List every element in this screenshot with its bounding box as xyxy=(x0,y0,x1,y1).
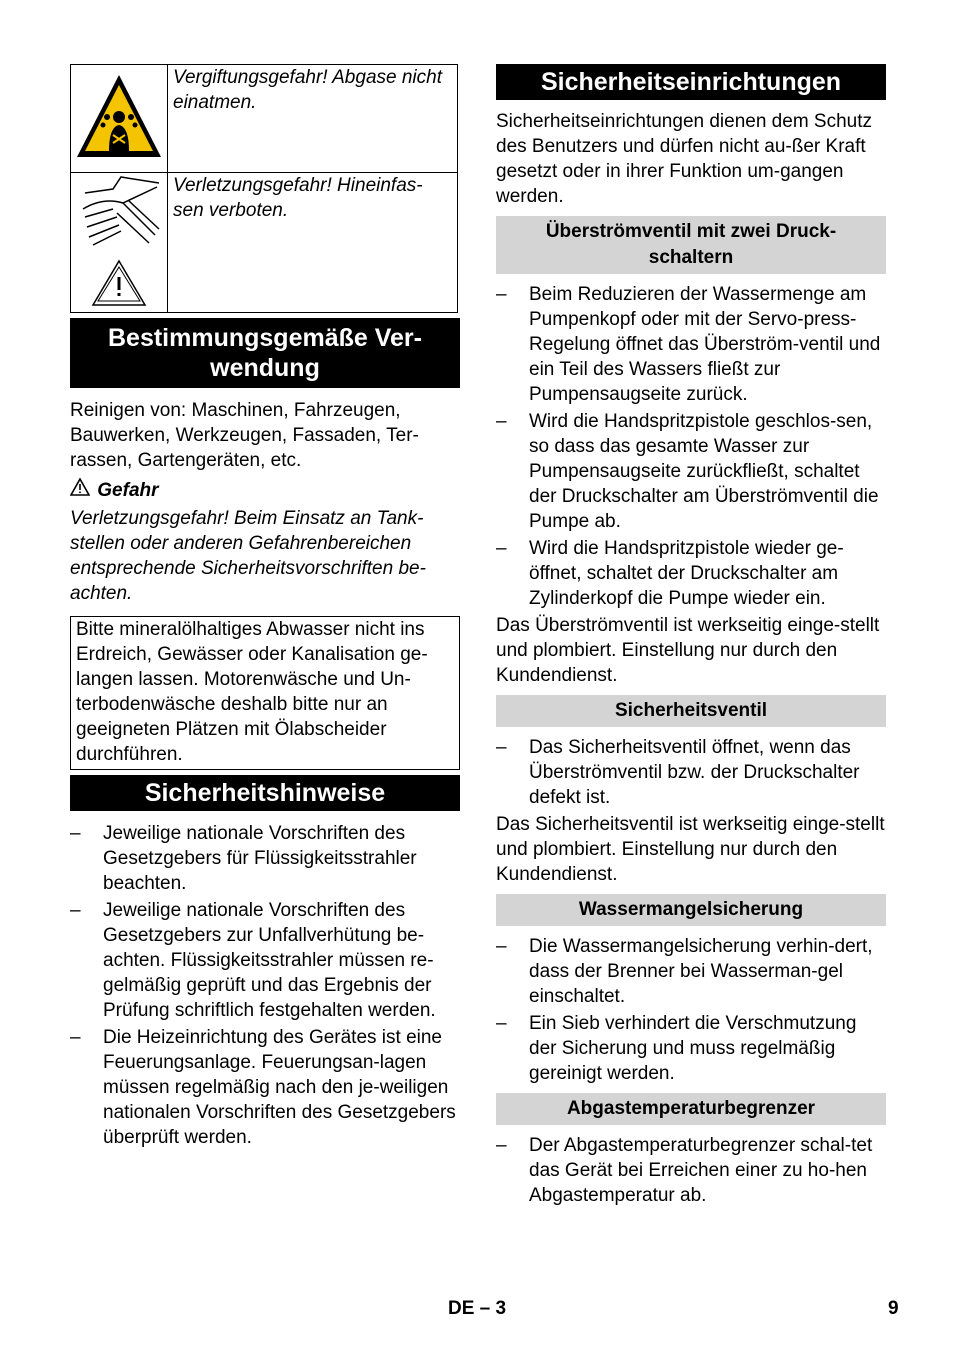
warning-symbols-table xyxy=(70,64,458,313)
list-item-text: Beim Reduzieren der Wassermenge am Pumpenkopf oder mit der Servo-press-Regelung öffnet das Überström-ventil und ein Teil des Wassers fließt zur Pumpensaugseite zurück. xyxy=(529,284,881,405)
list-item-text: Jeweilige nationale Vorschriften des Gesetzgebers für Flüssigkeitsstrahler beachten. xyxy=(103,823,417,894)
symbol-text: Vergiftungsgefahr! Abgase nicht einatmen. xyxy=(168,65,458,173)
dash-marker: – xyxy=(496,284,507,305)
list-item xyxy=(496,1011,886,1086)
intro-text: Sicherheitseinrichtungen dienen dem Schutz des Benutzers und dürfen nicht au-ßer Kraft gesetzt oder in ihrer Funktion um-gangen werden. xyxy=(496,111,873,207)
subsection-heading: Wassermangelsicherung xyxy=(496,894,886,926)
list-item-text: Der Abgastemperaturbegrenzer schal-tet das Gerät bei Erreichen einer zu ho-hen Abgastemperatur ab. xyxy=(529,1135,873,1206)
hand-injury-warning-icon xyxy=(71,173,168,313)
list-item-text: Wird die Handspritzpistole wieder ge-öffnet, schaltet der Druckschalter am Zylinderkopf die Pumpe wieder ein. xyxy=(529,538,844,609)
dash-marker: – xyxy=(496,411,507,432)
warning-triangle-icon xyxy=(70,478,92,503)
water-shortage-list xyxy=(496,934,886,1086)
list-item-text: Jeweilige nationale Vorschriften des Gesetzgebers zur Unfallverhütung be-achten. Flüssigkeitsstrahler müssen re-gelmäßig geprüft und das Ergebnis der Prüfung schriftlich festgehalten werden. xyxy=(103,900,436,1021)
left-column xyxy=(70,64,460,1152)
symbol-text: Verletzungsgefahr! Hineinfas-sen verboten. xyxy=(168,173,458,313)
list-item xyxy=(496,1133,886,1208)
section-heading: Sicherheitseinrichtungen xyxy=(496,64,886,100)
dash-marker: – xyxy=(70,823,81,844)
section-heading: Bestimmungsgemäße Ver-wendung xyxy=(70,318,460,388)
list-item-text: Das Sicherheitsventil öffnet, wenn das Überströmventil bzw. der Druckschalter defekt ist. xyxy=(529,737,860,808)
safety-valve-list xyxy=(496,735,886,810)
section-page-label: DE – 3 xyxy=(448,1298,507,1319)
poison-gas-warning-icon xyxy=(71,65,168,173)
list-item xyxy=(70,1025,460,1150)
dash-marker: – xyxy=(496,1135,507,1156)
dash-marker: – xyxy=(70,1027,81,1048)
list-item xyxy=(496,536,886,611)
right-column xyxy=(496,64,886,1210)
list-item xyxy=(496,735,886,810)
symbol-row xyxy=(71,173,458,313)
danger-text: Verletzungsgefahr! Beim Einsatz an Tank-stellen oder anderen Gefahrenbereichen entsprechende Sicherheitsvorschriften be-achten. xyxy=(70,508,426,604)
note-text: Das Überströmventil ist werkseitig einge-stellt und plombiert. Einstellung nur durch den Kundendienst. xyxy=(496,615,880,686)
page-number: 9 xyxy=(888,1298,899,1319)
danger-label: Gefahr xyxy=(97,480,159,501)
exhaust-limiter-list xyxy=(496,1133,886,1208)
danger-label-line xyxy=(70,478,460,503)
list-item-text: Ein Sieb verhindert die Verschmutzung der Sicherung und muss regelmäßig gereinigt werden. xyxy=(529,1013,857,1084)
usage-text: Reinigen von: Maschinen, Fahrzeugen, Bauwerken, Werkzeugen, Fassaden, Ter-rassen, Gartengeräten, etc. xyxy=(70,400,419,471)
safety-notes-list xyxy=(70,821,460,1150)
subsection-heading: Sicherheitsventil xyxy=(496,695,886,727)
section-heading: Sicherheitshinweise xyxy=(70,775,460,811)
dash-marker: – xyxy=(496,538,507,559)
environment-notice: Bitte mineralölhaltiges Abwasser nicht ins Erdreich, Gewässer oder Kanalisation ge-langen lassen. Motorenwäsche und Un-terbodenwäsche deshalb bitte nur an geeigneten Plätzen mit Ölabscheider durchführen. xyxy=(70,616,460,770)
subsection-heading: Überströmventil mit zwei Druck-schaltern xyxy=(496,216,886,274)
overflow-valve-list xyxy=(496,282,886,611)
list-item xyxy=(496,409,886,534)
list-item-text: Die Wassermangelsicherung verhin-dert, dass der Brenner bei Wasserman-gel einschaltet. xyxy=(529,936,873,1007)
list-item-text: Die Heizeinrichtung des Gerätes ist eine Feuerungsanlage. Feuerungsan-lagen müssen regelmäßig nach den je-weiligen nationalen Vorschriften des Gesetzgebers überprüft werden. xyxy=(103,1027,456,1148)
symbol-row xyxy=(71,65,458,173)
dash-marker: – xyxy=(496,737,507,758)
dash-marker: – xyxy=(70,900,81,921)
list-item xyxy=(70,898,460,1023)
list-item-text: Wird die Handspritzpistole geschlos-sen, so dass das gesamte Wasser zur Pumpensaugseite zurückfließt, schaltet der Druckschalter am Überströmventil die Pumpe ab. xyxy=(529,411,879,532)
subsection-heading: Abgastemperaturbegrenzer xyxy=(496,1093,886,1125)
note-text: Das Sicherheitsventil ist werkseitig einge-stellt und plombiert. Einstellung nur durch den Kundendienst. xyxy=(496,814,885,885)
dash-marker: – xyxy=(496,1013,507,1034)
list-item xyxy=(70,821,460,896)
list-item xyxy=(496,282,886,407)
list-item xyxy=(496,934,886,1009)
dash-marker: – xyxy=(496,936,507,957)
